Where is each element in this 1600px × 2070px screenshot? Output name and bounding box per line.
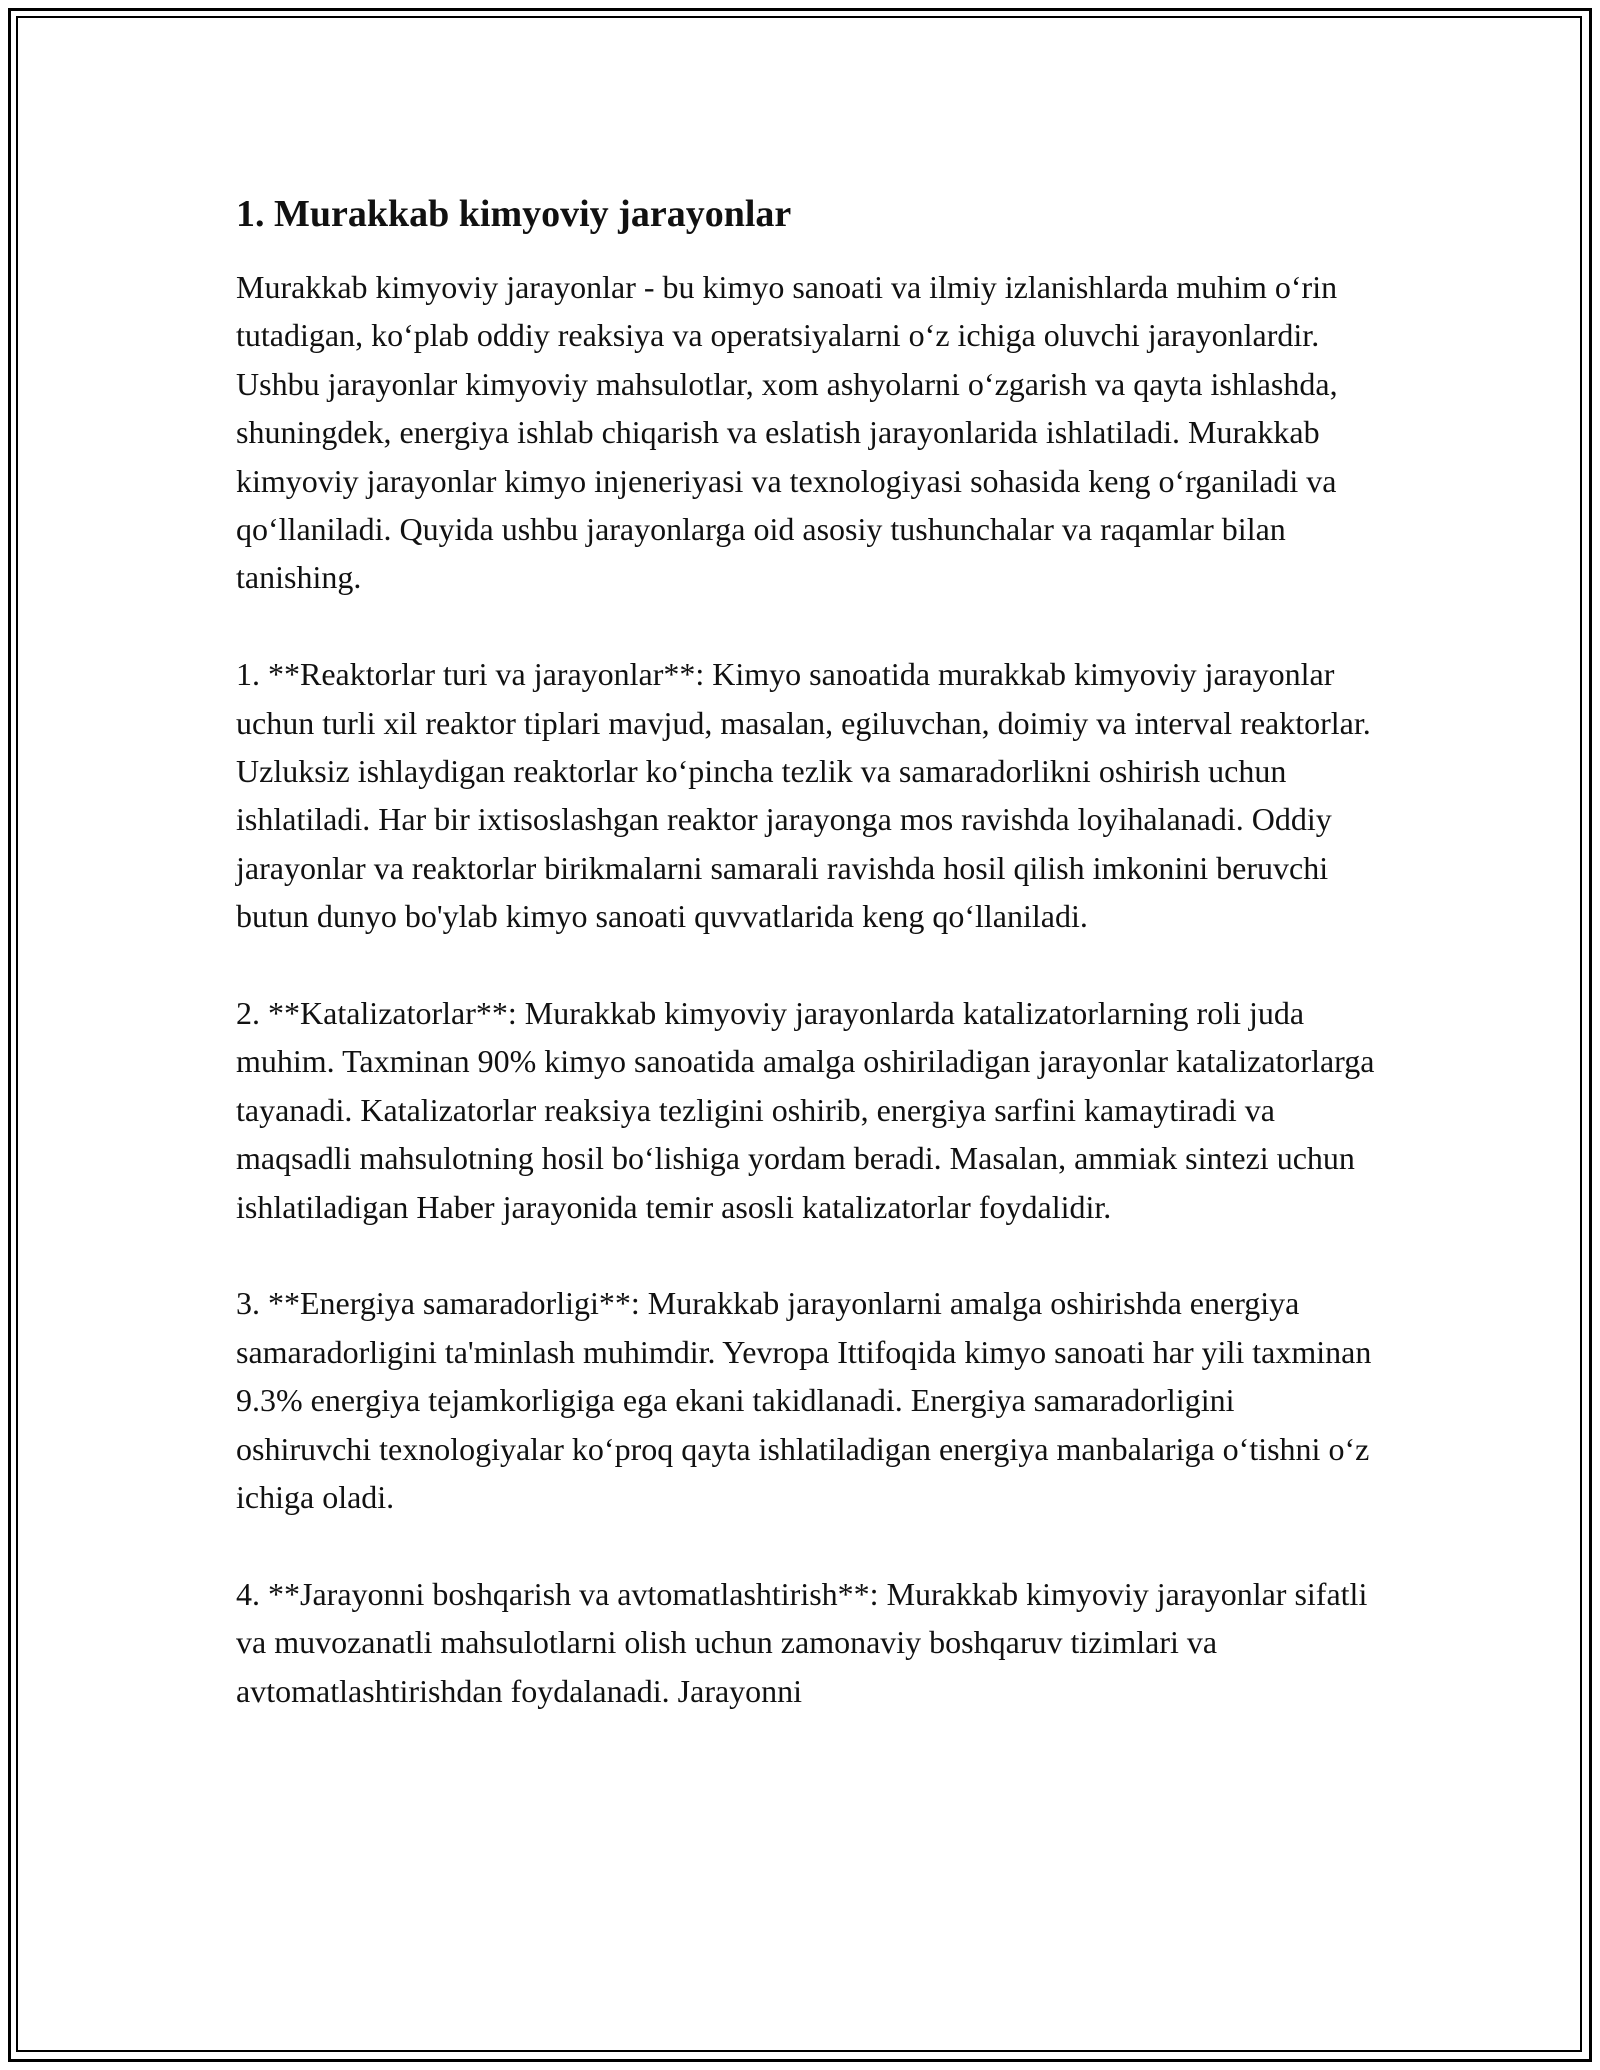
paragraph-reactors: 1. **Reaktorlar turi va jarayonlar**: Kimyo sanoatida murakkab kimyoviy jarayonlar uchun turli xil reaktor tiplari mavjud, masalan, egiluvchan, doimiy va interval reaktorlar. Uzluksiz ishlaydigan reaktorlar ko‘pincha tezlik va samaradorlikni oshirish uchun ishlatiladi. Har bir ixtisoslashgan reaktor jarayonga mos ravishda loyihalanadi. Oddiy jarayonlar va reaktorlar birikmalarni samarali ravishda hosil qilish imkonini beruvchi butun dunyo bo'ylab kimyo sanoati quvvatlarida keng qo‘llaniladi. — [236, 656, 1371, 935]
paragraph-process-control: 4. **Jarayonni boshqarish va avtomatlashtirish**: Murakkab kimyoviy jarayonlar sifatli va muvozanatli mahsulotlarni olish uchun zamonaviy boshqaruv tizimlari va avtomatlashtirishdan foydalanadi. Jarayonni — [236, 1575, 1368, 1709]
section-heading: 1. Murakkab kimyoviy jarayonlar — [236, 193, 792, 235]
document-body — [236, 182, 1376, 1764]
paragraph-catalysts: 2. **Katalizatorlar**: Murakkab kimyoviy jarayonlarda katalizatorlarning roli juda muhim. Taxminan 90% kimyo sanoatida amalga oshiriladigan jarayonlar katalizatorlarga tayanadi. Katalizatorlar reaksiya tezligini oshirib, energiya sarfini kamaytiradi va maqsadli mahsulotning hosil bo‘lishiga yordam beradi. Masalan, ammiak sintezi uchun ishlatiladigan Haber jarayonida temir asosli katalizatorlar foydalidir. — [236, 995, 1375, 1225]
intro-paragraph: Murakkab kimyoviy jarayonlar - bu kimyo sanoati va ilmiy izlanishlarda muhim o‘rin tutadigan, ko‘plab oddiy reaksiya va operatsiyalarni o‘z ichiga oluvchi jarayonlardir. Ushbu jarayonlar kimyoviy mahsulotlar, xom ashyolarni o‘zgarish va qayta ishlashda, shuningdek, energiya ishlab chiqarish va eslatish jarayonlarida ishlatiladi. Murakkab kimyoviy jarayonlar kimyo injeneriyasi va texnologiyasi sohasida keng o‘rganiladi va qo‘llaniladi. Quyida ushbu jarayonlarga oid asosiy tushunchalar va raqamlar bilan tanishing. — [236, 269, 1338, 596]
paragraph-energy-efficiency: 3. **Energiya samaradorligi**: Murakkab jarayonlarni amalga oshirishda energiya samaradorligini ta'minlash muhimdir. Yevropa Ittifoqida kimyo sanoati har yili taxminan 9.3% energiya tejamkorligiga ega ekani takidlanadi. Energiya samaradorligini oshiruvchi texnologiyalar ko‘proq qayta ishlatiladigan energiya manbalariga o‘tishni o‘z ichiga oladi. — [236, 1285, 1372, 1516]
